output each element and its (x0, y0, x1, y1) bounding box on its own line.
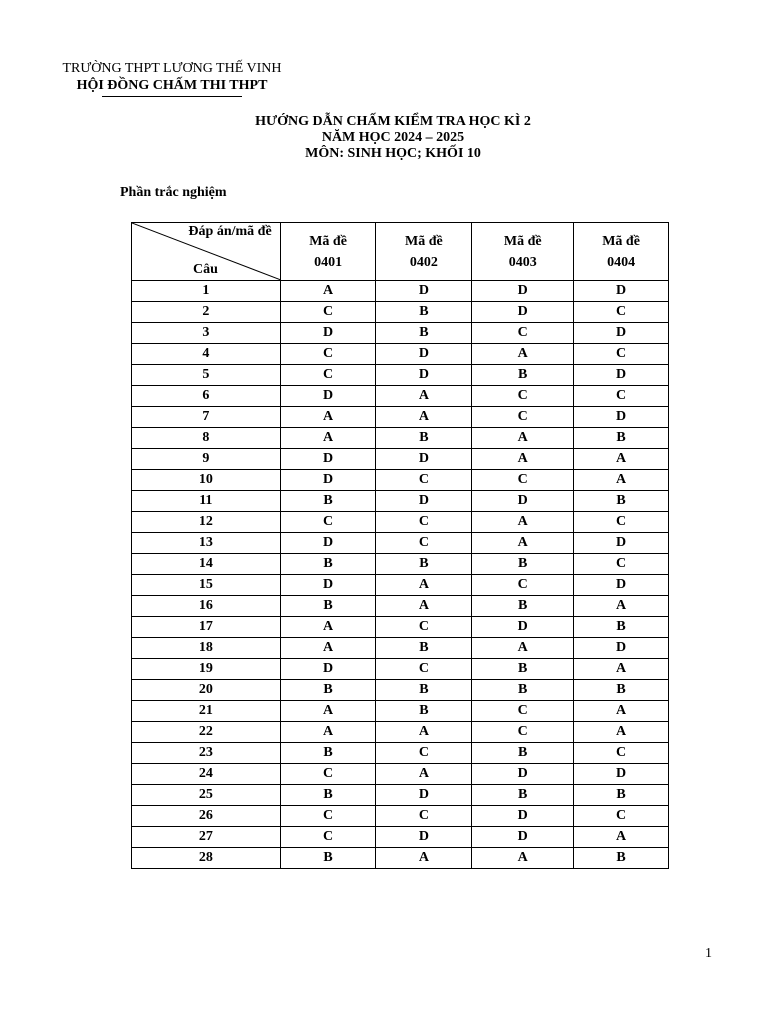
answer-cell: D (376, 491, 472, 512)
answer-cell: C (376, 533, 472, 554)
answer-cell: A (376, 764, 472, 785)
answer-cell: D (376, 827, 472, 848)
answer-cell: D (376, 281, 472, 302)
table-header-row (132, 223, 669, 281)
answer-cell: D (574, 764, 669, 785)
answer-cell: A (376, 848, 472, 869)
answer-cell: C (574, 806, 669, 827)
answer-cell: B (376, 680, 472, 701)
answer-cell: D (472, 491, 574, 512)
code-header (376, 223, 472, 281)
answer-cell: D (574, 323, 669, 344)
title-line-3: MÔN: SINH HỌC; KHỐI 10 (305, 146, 481, 161)
table-row (132, 407, 669, 428)
question-number-cell: 25 (132, 785, 281, 806)
code-header (472, 223, 574, 281)
school-name: TRƯỜNG THPT LƯƠNG THẾ VINH (62, 61, 282, 76)
answer-cell: C (376, 512, 472, 533)
answer-cell: A (376, 596, 472, 617)
question-number-cell: 10 (132, 470, 281, 491)
title-line-1: HƯỚNG DẪN CHẤM KIỂM TRA HỌC KÌ 2 (255, 114, 531, 129)
table-row (132, 764, 669, 785)
answer-cell: D (472, 764, 574, 785)
table-row (132, 533, 669, 554)
answer-cell: B (280, 680, 376, 701)
code-header-value: 0404 (607, 254, 636, 270)
answer-cell: C (280, 344, 376, 365)
answer-cell: B (472, 365, 574, 386)
question-number-cell: 21 (132, 701, 281, 722)
answer-cell: D (280, 449, 376, 470)
school-header (52, 60, 292, 97)
table-row (132, 512, 669, 533)
question-number-cell: 4 (132, 344, 281, 365)
table-row (132, 491, 669, 512)
question-number-cell: 24 (132, 764, 281, 785)
answer-cell: A (472, 533, 574, 554)
answer-cell: B (280, 848, 376, 869)
question-number-cell: 14 (132, 554, 281, 575)
question-number-cell: 1 (132, 281, 281, 302)
table-row (132, 722, 669, 743)
question-number-cell: 7 (132, 407, 281, 428)
code-header-value: 0401 (314, 254, 343, 270)
table-row (132, 806, 669, 827)
answer-cell: D (574, 281, 669, 302)
answer-cell: C (280, 365, 376, 386)
answer-cell: C (472, 575, 574, 596)
answer-cell: D (376, 344, 472, 365)
corner-header-cell (132, 223, 281, 281)
answer-cell: D (376, 449, 472, 470)
code-header-label: Mã đề (309, 233, 347, 249)
question-number-cell: 11 (132, 491, 281, 512)
answer-cell: B (280, 491, 376, 512)
answer-cell: B (376, 638, 472, 659)
question-number-cell: 13 (132, 533, 281, 554)
answer-cell: A (472, 428, 574, 449)
answer-cell: B (472, 680, 574, 701)
answer-cell: D (376, 365, 472, 386)
answer-cell: C (574, 743, 669, 764)
code-header-label: Mã đề (602, 233, 640, 249)
answer-cell: C (574, 344, 669, 365)
answer-cell: B (376, 428, 472, 449)
answer-cell: B (280, 743, 376, 764)
council-name: HỘI ĐỒNG CHẤM THI THPT (76, 78, 268, 93)
table-row (132, 659, 669, 680)
page-number: 1 (705, 946, 712, 961)
answer-cell: C (472, 701, 574, 722)
answer-cell: B (574, 785, 669, 806)
code-header-label: Mã đề (405, 233, 443, 249)
answer-cell: A (574, 659, 669, 680)
answer-cell: A (376, 722, 472, 743)
table-row (132, 281, 669, 302)
answer-cell: D (472, 827, 574, 848)
answer-cell: A (574, 722, 669, 743)
answer-cell: A (280, 407, 376, 428)
answer-cell: D (574, 638, 669, 659)
answer-cell: C (376, 617, 472, 638)
answer-cell: B (472, 659, 574, 680)
answer-cell: C (376, 743, 472, 764)
code-header-value: 0403 (508, 254, 537, 270)
answer-cell: A (376, 407, 472, 428)
answer-cell: B (472, 596, 574, 617)
table-row (132, 323, 669, 344)
answer-cell: A (472, 638, 574, 659)
header-underline (102, 96, 242, 97)
table-row (132, 575, 669, 596)
question-number-cell: 27 (132, 827, 281, 848)
answer-cell: A (574, 449, 669, 470)
table-row (132, 743, 669, 764)
answer-cell: A (574, 470, 669, 491)
question-number-cell: 26 (132, 806, 281, 827)
title-line-2: NĂM HỌC 2024 – 2025 (321, 130, 465, 145)
answer-cell: A (376, 575, 472, 596)
table-row (132, 680, 669, 701)
answer-cell: B (472, 554, 574, 575)
question-number-cell: 19 (132, 659, 281, 680)
answer-cell: B (376, 701, 472, 722)
answer-cell: A (280, 701, 376, 722)
answer-cell: D (280, 323, 376, 344)
table-row (132, 470, 669, 491)
answer-cell: C (574, 554, 669, 575)
table-row (132, 701, 669, 722)
answer-cell: A (376, 386, 472, 407)
answer-cell: C (280, 764, 376, 785)
answer-cell: B (376, 554, 472, 575)
answer-cell: A (280, 428, 376, 449)
answer-cell: C (280, 302, 376, 323)
question-number-cell: 16 (132, 596, 281, 617)
answer-cell: D (574, 575, 669, 596)
code-header (280, 223, 376, 281)
question-number-cell: 2 (132, 302, 281, 323)
answer-cell: A (574, 596, 669, 617)
table-row (132, 617, 669, 638)
answer-cell: A (280, 722, 376, 743)
answer-cell: A (574, 701, 669, 722)
answer-cell: B (574, 428, 669, 449)
answer-cell: D (472, 617, 574, 638)
table-row (132, 554, 669, 575)
table-row (132, 386, 669, 407)
answer-cell: D (574, 365, 669, 386)
answer-cell: C (574, 302, 669, 323)
answer-cell: B (376, 323, 472, 344)
question-number-cell: 5 (132, 365, 281, 386)
answer-cell: B (574, 848, 669, 869)
question-number-cell: 3 (132, 323, 281, 344)
answer-cell: C (472, 386, 574, 407)
answer-cell: D (574, 407, 669, 428)
answer-cell: A (280, 281, 376, 302)
answer-cell: C (280, 806, 376, 827)
table-row (132, 344, 669, 365)
answer-cell: B (472, 743, 574, 764)
code-header (574, 223, 669, 281)
answer-cell: A (280, 638, 376, 659)
answer-cell: B (280, 554, 376, 575)
answer-cell: D (376, 785, 472, 806)
answer-cell: C (376, 470, 472, 491)
question-number-cell: 12 (132, 512, 281, 533)
answer-cell: C (376, 659, 472, 680)
answer-cell: C (472, 407, 574, 428)
question-number-cell: 6 (132, 386, 281, 407)
table-row (132, 638, 669, 659)
question-number-cell: 9 (132, 449, 281, 470)
table-row (132, 428, 669, 449)
section-heading: Phần trắc nghiệm (120, 185, 227, 200)
table-row (132, 449, 669, 470)
answer-cell: C (472, 722, 574, 743)
answer-cell: C (376, 806, 472, 827)
question-number-cell: 22 (132, 722, 281, 743)
answer-cell: D (280, 575, 376, 596)
table-row (132, 785, 669, 806)
answer-cell: C (472, 323, 574, 344)
answer-cell: D (280, 386, 376, 407)
answer-cell: D (472, 281, 574, 302)
table-row (132, 302, 669, 323)
question-number-cell: 23 (132, 743, 281, 764)
question-number-cell: 17 (132, 617, 281, 638)
answer-cell: C (280, 512, 376, 533)
answer-cell: C (574, 512, 669, 533)
code-header-value: 0402 (409, 254, 438, 270)
question-number-cell: 18 (132, 638, 281, 659)
table-row (132, 848, 669, 869)
answer-cell: A (574, 827, 669, 848)
table-row (132, 596, 669, 617)
answer-cell: A (472, 512, 574, 533)
answer-cell: A (472, 344, 574, 365)
answer-cell: A (472, 848, 574, 869)
answer-cell: D (472, 806, 574, 827)
question-number-cell: 15 (132, 575, 281, 596)
corner-top-label: Đáp án/mã đề (188, 224, 272, 239)
answer-rows (132, 281, 669, 869)
question-number-cell: 20 (132, 680, 281, 701)
answer-cell: B (574, 491, 669, 512)
answer-cell: D (280, 470, 376, 491)
code-header-label: Mã đề (503, 233, 542, 249)
answer-cell: D (574, 533, 669, 554)
answer-cell: B (376, 302, 472, 323)
table-row (132, 365, 669, 386)
question-number-cell: 8 (132, 428, 281, 449)
answer-cell: C (472, 470, 574, 491)
table-row (132, 827, 669, 848)
corner-bottom-label: Câu (193, 262, 218, 277)
answer-cell: B (574, 680, 669, 701)
answer-cell: B (574, 617, 669, 638)
answer-cell: C (574, 386, 669, 407)
answer-cell: D (280, 533, 376, 554)
document-title (0, 114, 768, 162)
answer-cell: A (472, 449, 574, 470)
answer-cell: D (280, 659, 376, 680)
answer-cell: B (280, 596, 376, 617)
answer-cell: B (472, 785, 574, 806)
answer-cell: C (280, 827, 376, 848)
answer-cell: D (472, 302, 574, 323)
answer-key-table (131, 222, 669, 869)
question-number-cell: 28 (132, 848, 281, 869)
answer-cell: A (280, 617, 376, 638)
answer-cell: B (280, 785, 376, 806)
